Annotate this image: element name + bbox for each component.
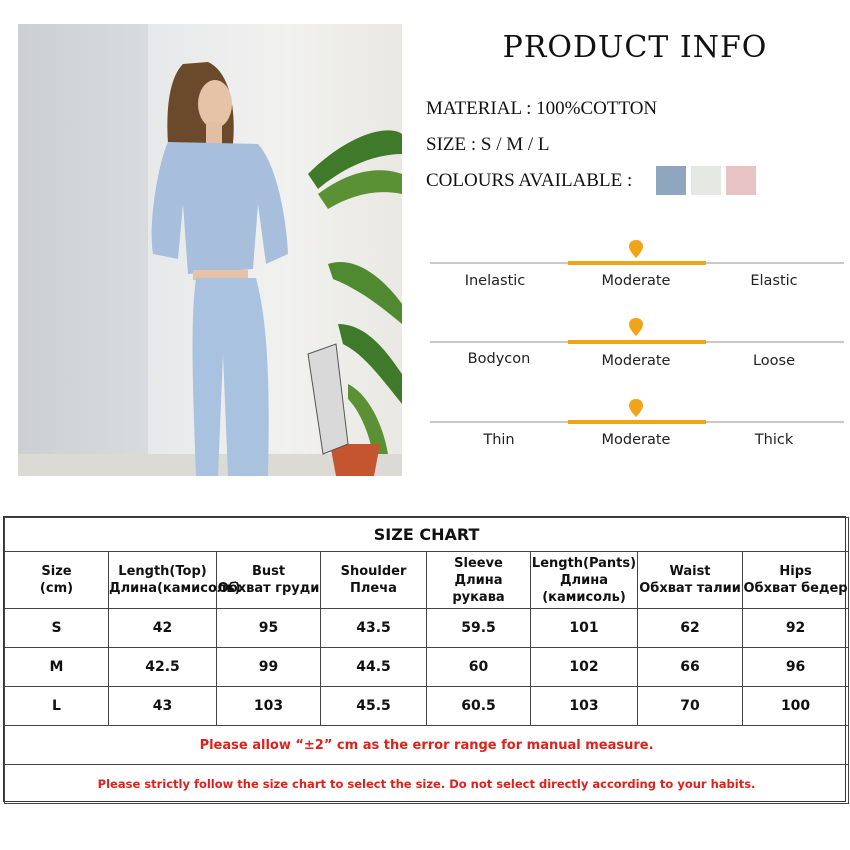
table-cell: 103 bbox=[217, 687, 321, 726]
scale-selected-segment bbox=[568, 420, 706, 424]
scale-left-label: Inelastic bbox=[464, 273, 526, 289]
table-row bbox=[5, 648, 849, 687]
table-cell: M bbox=[5, 648, 109, 687]
scale-selected-segment bbox=[568, 261, 706, 265]
table-row bbox=[5, 609, 849, 648]
table-cell: 101 bbox=[531, 609, 638, 648]
scale-right-label: Elastic bbox=[750, 273, 798, 289]
table-cell: 100 bbox=[743, 687, 849, 726]
header-cell: Waist Обхват талии bbox=[638, 552, 743, 609]
scale-selected-segment bbox=[568, 340, 706, 344]
table-cell: 62 bbox=[638, 609, 743, 648]
marker-pin-icon bbox=[628, 399, 644, 417]
header-cell: Length(Top) Длина(камисоль) bbox=[109, 552, 217, 609]
header-cell: Bust Обхват груди bbox=[217, 552, 321, 609]
scale-left-label: Bodycon bbox=[467, 351, 531, 367]
table-cell: 99 bbox=[217, 648, 321, 687]
table-cell: 42.5 bbox=[109, 648, 217, 687]
marker-pin-icon bbox=[628, 240, 644, 258]
header-cell: Size (cm) bbox=[5, 552, 109, 609]
size-advice-note: Please strictly follow the size chart to select the size. Do not select directly according to your habits. bbox=[5, 765, 849, 804]
material-text: MATERIAL : 100%COTTON bbox=[426, 98, 658, 119]
table-cell: 60.5 bbox=[427, 687, 531, 726]
product-photo bbox=[18, 24, 402, 476]
size-text: SIZE : S / M / L bbox=[426, 134, 550, 155]
scale-middle-label: Moderate bbox=[601, 432, 671, 448]
table-cell: 45.5 bbox=[321, 687, 427, 726]
table-cell: L bbox=[5, 687, 109, 726]
table-cell: 95 bbox=[217, 609, 321, 648]
size-chart-title: SIZE CHART bbox=[5, 518, 849, 552]
header-cell: Hips Обхват бедер bbox=[743, 552, 849, 609]
header-cell: Shoulder Плеча bbox=[321, 552, 427, 609]
table-row bbox=[5, 687, 849, 726]
scale-middle-label: Moderate bbox=[601, 353, 671, 369]
colour-swatch-blue[interactable] bbox=[656, 166, 686, 195]
table-cell: 96 bbox=[743, 648, 849, 687]
header-cell: Length(Pants) Длина (камисоль) bbox=[531, 552, 638, 609]
table-cell: 43 bbox=[109, 687, 217, 726]
table-cell: 59.5 bbox=[427, 609, 531, 648]
scale-middle-label: Moderate bbox=[601, 273, 671, 289]
scale-left-label: Thin bbox=[483, 432, 515, 448]
table-cell: 103 bbox=[531, 687, 638, 726]
error-range-note: Please allow “±2” cm as the error range for manual measure. bbox=[5, 726, 849, 765]
size-chart-table bbox=[4, 517, 849, 804]
scale-right-label: Thick bbox=[754, 432, 794, 448]
table-cell: S bbox=[5, 609, 109, 648]
size-chart-header-row bbox=[5, 552, 849, 609]
table-cell: 66 bbox=[638, 648, 743, 687]
colour-swatch-pink[interactable] bbox=[726, 166, 756, 195]
table-cell: 70 bbox=[638, 687, 743, 726]
size-chart bbox=[3, 516, 846, 802]
marker-pin-icon bbox=[628, 318, 644, 336]
table-cell: 102 bbox=[531, 648, 638, 687]
table-cell: 42 bbox=[109, 609, 217, 648]
table-cell: 43.5 bbox=[321, 609, 427, 648]
header-cell: Sleeve Длина рукава bbox=[427, 552, 531, 609]
colour-swatch-white[interactable] bbox=[691, 166, 721, 195]
colours-label: COLOURS AVAILABLE : bbox=[426, 170, 633, 191]
scale-right-label: Loose bbox=[752, 353, 796, 369]
table-cell: 44.5 bbox=[321, 648, 427, 687]
table-cell: 92 bbox=[743, 609, 849, 648]
product-info-title: PRODUCT INFO bbox=[502, 30, 768, 65]
table-cell: 60 bbox=[427, 648, 531, 687]
